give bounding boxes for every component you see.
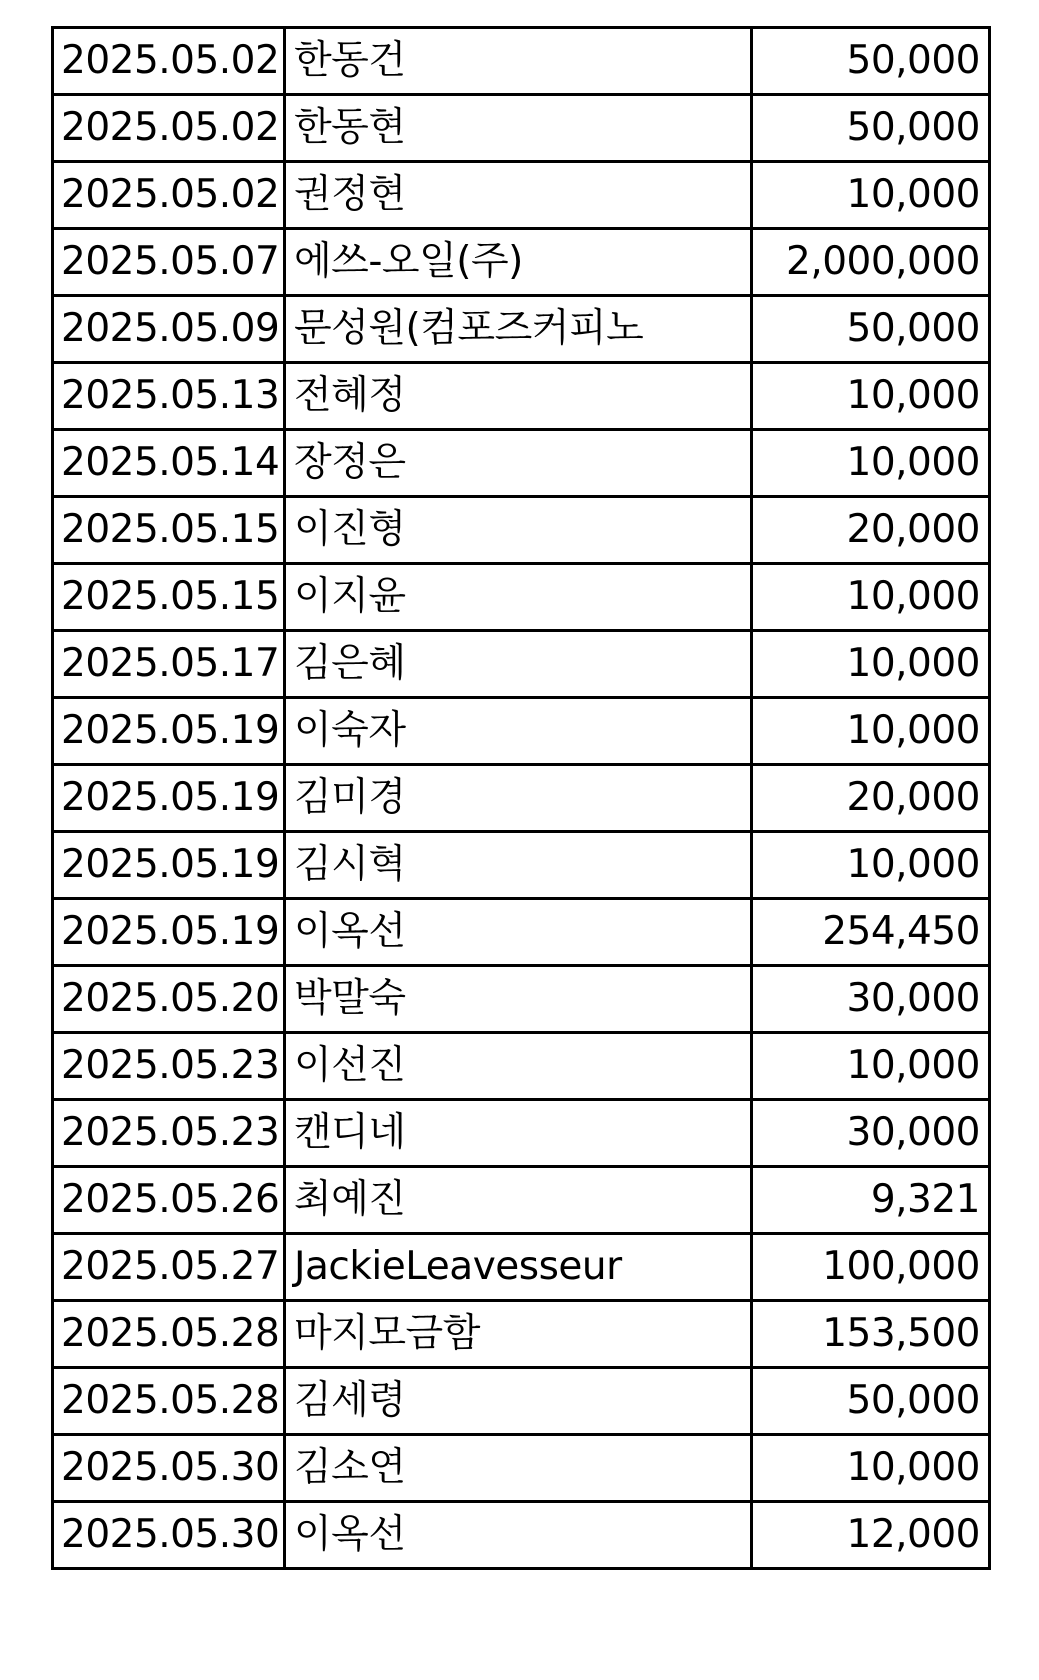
- date-cell: 2025.05.20: [53, 966, 285, 1033]
- table-row: [53, 631, 990, 698]
- donor-name-cell: 캔디네: [285, 1100, 752, 1167]
- amount-cell: 10,000: [752, 1033, 990, 1100]
- date-cell: 2025.05.26: [53, 1167, 285, 1234]
- donor-name-cell: 이옥선: [285, 1502, 752, 1569]
- amount-cell: 20,000: [752, 497, 990, 564]
- date-cell: 2025.05.28: [53, 1368, 285, 1435]
- amount-cell: 254,450: [752, 899, 990, 966]
- table-row: [53, 95, 990, 162]
- amount-cell: 10,000: [752, 631, 990, 698]
- date-cell: 2025.05.02: [53, 162, 285, 229]
- table-row: [53, 564, 990, 631]
- amount-cell: 10,000: [752, 1435, 990, 1502]
- amount-cell: 20,000: [752, 765, 990, 832]
- table-row: [53, 497, 990, 564]
- amount-cell: 10,000: [752, 162, 990, 229]
- donor-name-cell: 한동현: [285, 95, 752, 162]
- donor-name-cell: 에쓰-오일(주): [285, 229, 752, 296]
- amount-cell: 153,500: [752, 1301, 990, 1368]
- table-row: [53, 1368, 990, 1435]
- amount-cell: 2,000,000: [752, 229, 990, 296]
- amount-cell: 10,000: [752, 363, 990, 430]
- amount-cell: 50,000: [752, 28, 990, 95]
- table-row: [53, 430, 990, 497]
- donor-name-cell: 권정현: [285, 162, 752, 229]
- amount-cell: 9,321: [752, 1167, 990, 1234]
- donor-name-cell: 전혜정: [285, 363, 752, 430]
- table-row: [53, 229, 990, 296]
- table-row: [53, 1301, 990, 1368]
- table-row: [53, 765, 990, 832]
- table-row: [53, 28, 990, 95]
- table-row: [53, 966, 990, 1033]
- amount-cell: 10,000: [752, 430, 990, 497]
- date-cell: 2025.05.23: [53, 1100, 285, 1167]
- donor-name-cell: JackieLeavesseur: [285, 1234, 752, 1301]
- amount-cell: 50,000: [752, 95, 990, 162]
- donor-name-cell: 이숙자: [285, 698, 752, 765]
- date-cell: 2025.05.13: [53, 363, 285, 430]
- donor-name-cell: 이진형: [285, 497, 752, 564]
- table-row: [53, 1234, 990, 1301]
- table-row: [53, 1435, 990, 1502]
- date-cell: 2025.05.14: [53, 430, 285, 497]
- amount-cell: 10,000: [752, 698, 990, 765]
- date-cell: 2025.05.02: [53, 28, 285, 95]
- amount-cell: 12,000: [752, 1502, 990, 1569]
- amount-cell: 50,000: [752, 296, 990, 363]
- donor-name-cell: 김세령: [285, 1368, 752, 1435]
- table-row: [53, 363, 990, 430]
- date-cell: 2025.05.19: [53, 698, 285, 765]
- donation-ledger-table: [51, 26, 991, 1570]
- donor-name-cell: 김소연: [285, 1435, 752, 1502]
- table-row: [53, 1502, 990, 1569]
- donor-name-cell: 문성원(컴포즈커피노: [285, 296, 752, 363]
- date-cell: 2025.05.17: [53, 631, 285, 698]
- donor-name-cell: 장정은: [285, 430, 752, 497]
- date-cell: 2025.05.19: [53, 832, 285, 899]
- amount-cell: 30,000: [752, 1100, 990, 1167]
- date-cell: 2025.05.30: [53, 1502, 285, 1569]
- donor-name-cell: 김은혜: [285, 631, 752, 698]
- date-cell: 2025.05.15: [53, 564, 285, 631]
- date-cell: 2025.05.09: [53, 296, 285, 363]
- date-cell: 2025.05.07: [53, 229, 285, 296]
- donor-name-cell: 김미경: [285, 765, 752, 832]
- donor-name-cell: 마지모금함: [285, 1301, 752, 1368]
- table-row: [53, 1167, 990, 1234]
- date-cell: 2025.05.02: [53, 95, 285, 162]
- table-row: [53, 1033, 990, 1100]
- amount-cell: 10,000: [752, 832, 990, 899]
- date-cell: 2025.05.15: [53, 497, 285, 564]
- date-cell: 2025.05.23: [53, 1033, 285, 1100]
- table-row: [53, 832, 990, 899]
- amount-cell: 10,000: [752, 564, 990, 631]
- amount-cell: 30,000: [752, 966, 990, 1033]
- date-cell: 2025.05.30: [53, 1435, 285, 1502]
- table-row: [53, 296, 990, 363]
- table-row: [53, 162, 990, 229]
- date-cell: 2025.05.28: [53, 1301, 285, 1368]
- table-row: [53, 698, 990, 765]
- donor-name-cell: 이지윤: [285, 564, 752, 631]
- table-row: [53, 1100, 990, 1167]
- donor-name-cell: 박말숙: [285, 966, 752, 1033]
- donor-name-cell: 최예진: [285, 1167, 752, 1234]
- amount-cell: 50,000: [752, 1368, 990, 1435]
- date-cell: 2025.05.19: [53, 765, 285, 832]
- amount-cell: 100,000: [752, 1234, 990, 1301]
- ledger-body: [53, 28, 990, 1569]
- date-cell: 2025.05.27: [53, 1234, 285, 1301]
- table-row: [53, 899, 990, 966]
- donor-name-cell: 한동건: [285, 28, 752, 95]
- date-cell: 2025.05.19: [53, 899, 285, 966]
- donor-name-cell: 이선진: [285, 1033, 752, 1100]
- donor-name-cell: 이옥선: [285, 899, 752, 966]
- donor-name-cell: 김시혁: [285, 832, 752, 899]
